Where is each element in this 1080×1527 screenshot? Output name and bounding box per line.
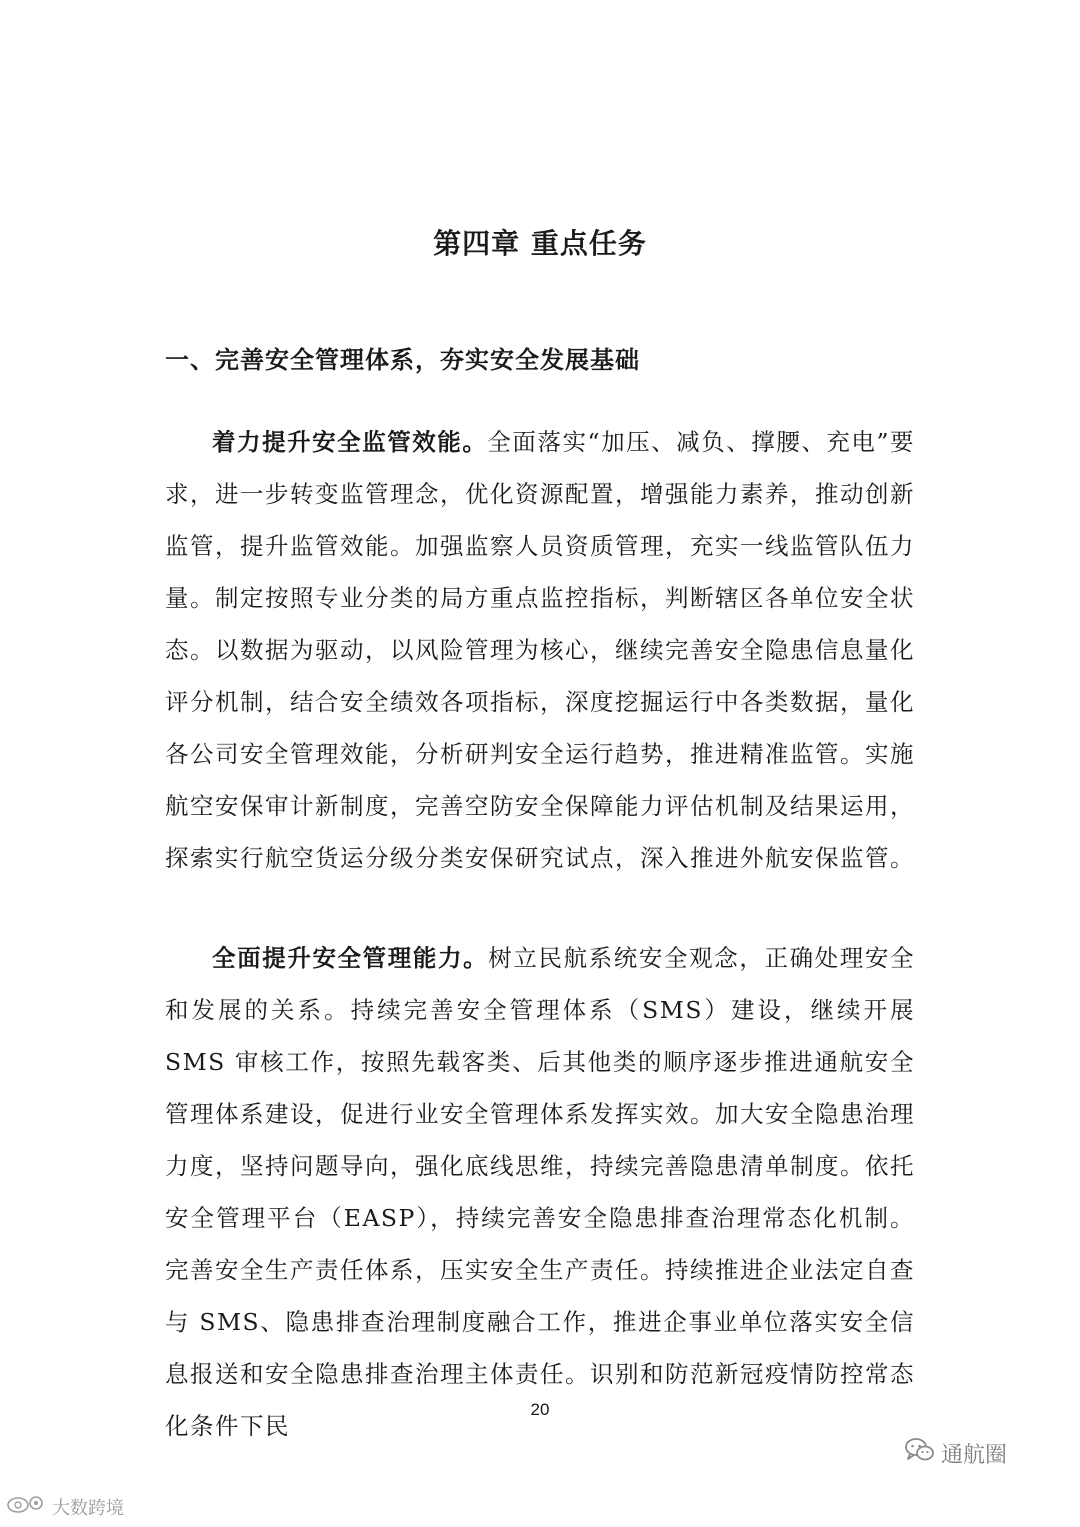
watermark-dashukuajing [6,1493,124,1520]
paragraph-1-text: 全面落实“加压、减负、撑腰、充电”要求，进一步转变监管理念，优化资源配置，增强能力素养，推动创新监管，提升监管效能。加强监察人员资质管理，充实一线监管队伍力量。制定按照专业分类的局方重点监控指标，判断辖区各单位安全状态。以数据为驱动，以风险管理为核心，继续完善安全隐患信息量化评分机制，结合安全绩效各项指标，深度挖掘运行中各类数据，量化各公司安全管理效能，分析研判安全运行趋势，推进精准监管。实施航空安保审计新制度，完善空防安全保障能力评估机制及结果运用，探索实行航空货运分级分类安保研究试点，深入推进外航安保监管。 [165,428,916,872]
watermark-tonghangquan [905,1437,1007,1469]
paragraph-2 [165,932,915,1452]
wechat-icon [905,1437,935,1469]
watermark-left-text: 大数跨境 [52,1497,124,1519]
page-number: 20 [530,1400,550,1419]
paragraph-1-lead: 着力提升安全监管效能。 [212,428,488,456]
paragraph-2-text: 树立民航系统安全观念，正确处理安全和发展的关系。持续完善安全管理体系（SMS）建设，继续开展 SMS 审核工作，按照先载客类、后其他类的顺序逐步推进通航安全管理体系建设，促进行业安全管理体系发挥实效。加大安全隐患治理力度，坚持问题导向，强化底线思维，持续完善隐患清单制度。依托安全管理平台（EASP），持续完善安全隐患排查治理常态化机制。完善安全生产责任体系，压实安全生产责任。持续推进企业法定自查与 SMS、隐患排查治理制度融合工作，推进企事业单位落实安全信息报送和安全隐患排查治理主体责任。识别和防范新冠疫情防控常态化条件下民 [165,944,916,1440]
chapter-title: 第四章 重点任务 [433,227,647,260]
weibo-logo-icon [6,1493,48,1520]
watermark-right-text: 通航圈 [941,1442,1008,1468]
paragraph-2-lead: 全面提升安全管理能力。 [212,944,489,972]
section-heading: 一、完善安全管理体系，夯实安全发展基础 [165,346,640,374]
paragraph-1 [165,416,915,884]
